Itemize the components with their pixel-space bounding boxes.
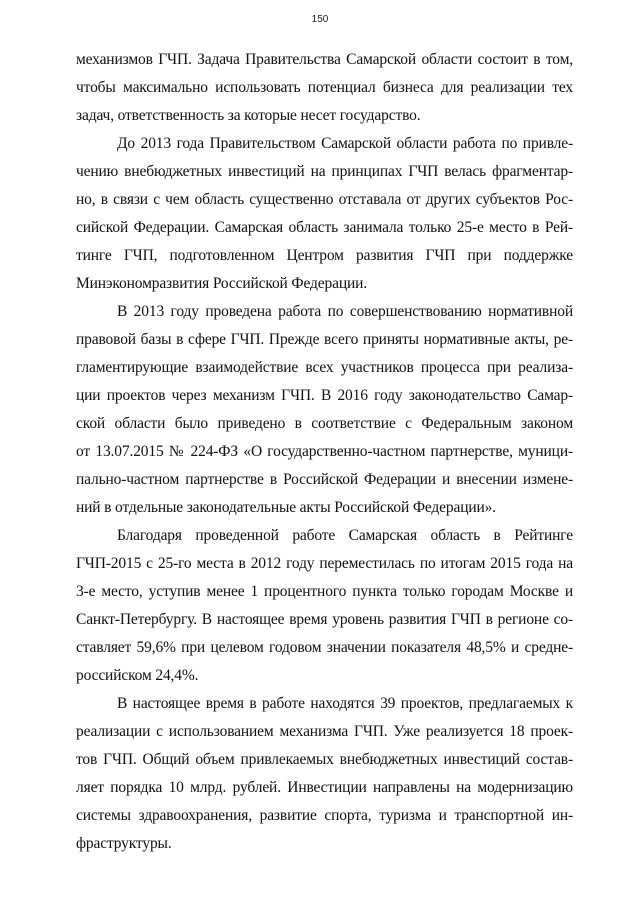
paragraph-2-line-4: сийской Федерации. Самарская область занимала только 25-е место в Рей-: [76, 219, 573, 236]
paragraph-5-line-6: фраструктуры.: [76, 835, 172, 852]
page-number: 150: [311, 14, 329, 25]
paragraph-3-line-6: от 13.07.2015 № 224-ФЗ «О государственно-частном партнерстве, муници-: [76, 443, 573, 460]
paragraph-2-line-2: чению внебюджетных инвестиций на принципах ГЧП велась фрагментар-: [76, 163, 573, 180]
paragraph-3-line-8: ний в отдельные законодательные акты Российской Федерации».: [76, 499, 496, 516]
paragraph-3-line-3: гламентирующие взаимодействие всех участников процесса при реализа-: [76, 359, 573, 376]
paragraph-5-line-3: тов ГЧП. Общий объем привлекаемых внебюджетных инвестиций состав-: [76, 751, 573, 768]
paragraph-1-line-3: задач, ответственность за которые несет государство.: [76, 107, 421, 124]
paragraph-2-line-6: Минэкономразвития Российской Федерации.: [76, 275, 368, 292]
paragraph-3-line-4: ции проектов через механизм ГЧП. В 2016 году законодательство Самар-: [76, 387, 573, 404]
paragraph-4-line-3: 3-е место, уступив менее 1 процентного пункта только городам Москве и: [76, 583, 573, 600]
paragraph-4-line-2: ГЧП-2015 с 25-го места в 2012 году переместилась по итогам 2015 года на: [76, 555, 573, 572]
paragraph-4-line-6: российском 24,4%.: [76, 667, 199, 684]
paragraph-3-line-2: правовой базы в сфере ГЧП. Прежде всего приняты нормативные акты, ре-: [76, 331, 573, 348]
paragraph-5-line-1: В настоящее время в работе находятся 39 проектов, предлагаемых к: [117, 695, 573, 712]
paragraph-5-line-2: реализации с использованием механизма ГЧП. Уже реализуется 18 проек-: [76, 723, 573, 740]
paragraph-2-line-5: тинге ГЧП, подготовленном Центром развития ГЧП при поддержке: [76, 247, 573, 264]
paragraph-1-line-2: чтобы максимально использовать потенциал бизнеса для реализации тех: [76, 79, 573, 96]
paragraph-4-line-4: Санкт-Петербургу. В настоящее время уровень развития ГЧП в регионе со-: [76, 611, 573, 628]
paragraph-3-line-5: ской области было приведено в соответствие с Федеральным законом: [76, 415, 573, 432]
paragraph-3-line-7: пально-частном партнерстве в Российской Федерации и внесении измене-: [76, 471, 573, 488]
paragraph-2-line-3: но, в связи с чем область существенно отставала от других субъектов Рос-: [76, 191, 573, 208]
paragraph-4-line-1: Благодаря проведенной работе Самарская область в Рейтинге: [117, 527, 573, 544]
paragraph-4-line-5: ставляет 59,6% при целевом годовом значении показателя 48,5% и средне-: [76, 639, 573, 656]
paragraph-3-line-1: В 2013 году проведена работа по совершенствованию нормативной: [117, 303, 573, 320]
paragraph-2-line-1: До 2013 года Правительством Самарской области работа по привле-: [117, 135, 573, 152]
paragraph-5-line-4: ляет порядка 10 млрд. рублей. Инвестиции направлены на модернизацию: [76, 779, 573, 796]
paragraph-5-line-5: системы здравоохранения, развитие спорта, туризма и транспортной ин-: [76, 807, 573, 824]
paragraph-1-line-1: механизмов ГЧП. Задача Правительства Самарской области состоит в том,: [76, 51, 573, 68]
